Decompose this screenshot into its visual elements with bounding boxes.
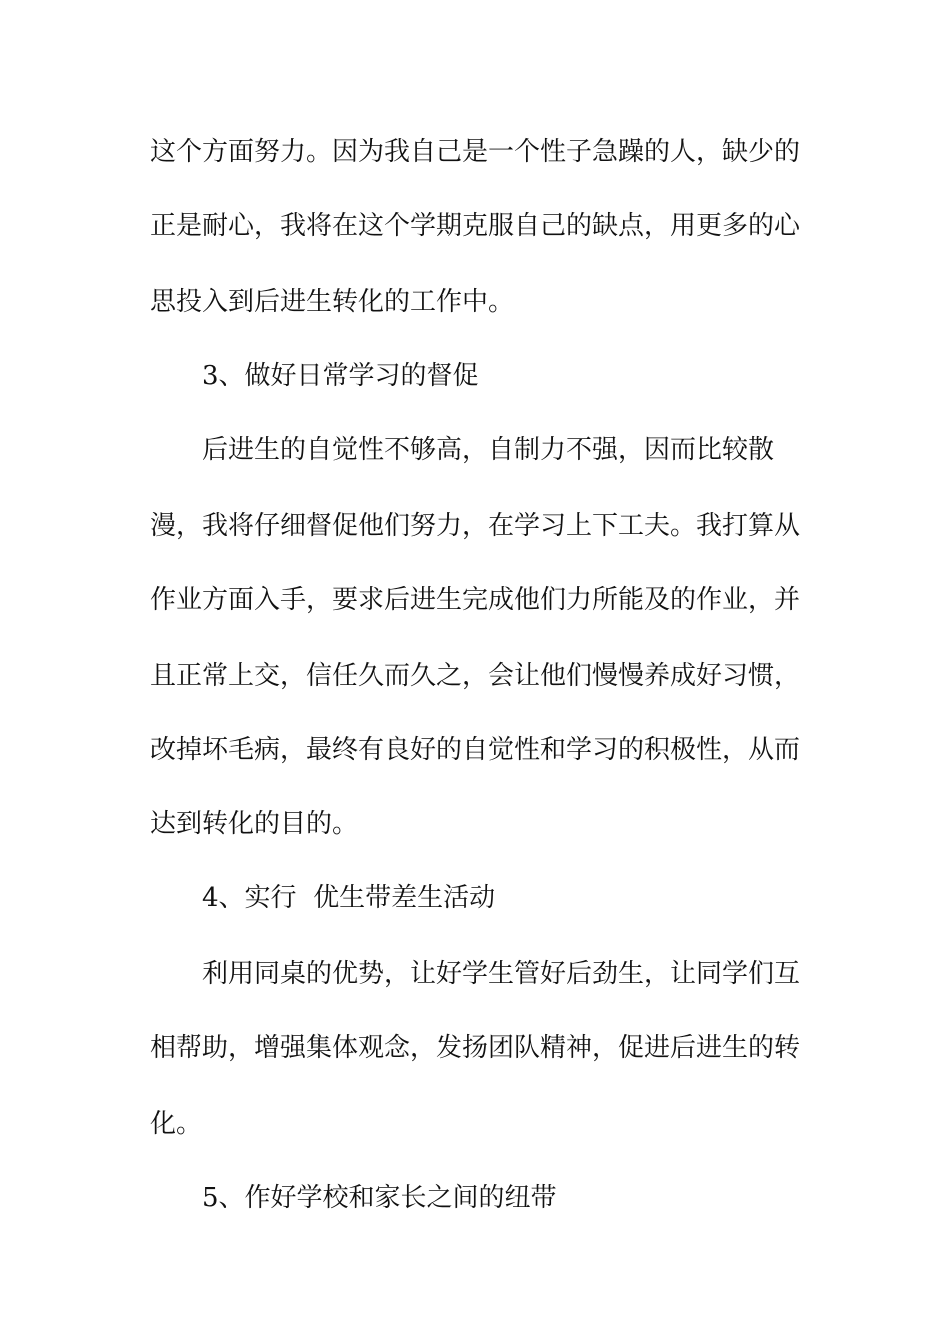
paragraph-line: 化。	[150, 1109, 203, 1139]
paragraph-line: 利用同桌的优势，让好学生管好后劲生，让同学们互	[202, 959, 801, 989]
paragraph-line: 改掉坏毛病，最终有良好的自觉性和学习的积极性，从而	[150, 735, 801, 765]
section-heading-4: 4、实行 优生带差生活动	[202, 883, 496, 913]
paragraph-line: 思投入到后进生转化的工作中。	[150, 287, 515, 317]
paragraph-line: 后进生的自觉性不够高，自制力不强，因而比较散	[202, 435, 775, 465]
paragraph-line: 漫，我将仔细督促他们努力，在学习上下工夫。我打算从	[150, 511, 801, 541]
paragraph-line: 达到转化的目的。	[150, 809, 359, 839]
section-heading-5: 5、作好学校和家长之间的纽带	[202, 1183, 557, 1213]
paragraph-line: 作业方面入手，要求后进生完成他们力所能及的作业，并	[150, 585, 801, 615]
paragraph-line: 相帮助，增强集体观念，发扬团队精神，促进后进生的转	[150, 1033, 801, 1063]
paragraph-line: 这个方面努力。因为我自己是一个性子急躁的人，缺少的	[150, 137, 801, 167]
paragraph-line: 正是耐心，我将在这个学期克服自己的缺点，用更多的心	[150, 211, 801, 241]
section-heading-3: 3、做好日常学习的督促	[202, 361, 479, 391]
paragraph-line: 且正常上交，信任久而久之，会让他们慢慢养成好习惯，	[150, 661, 801, 691]
